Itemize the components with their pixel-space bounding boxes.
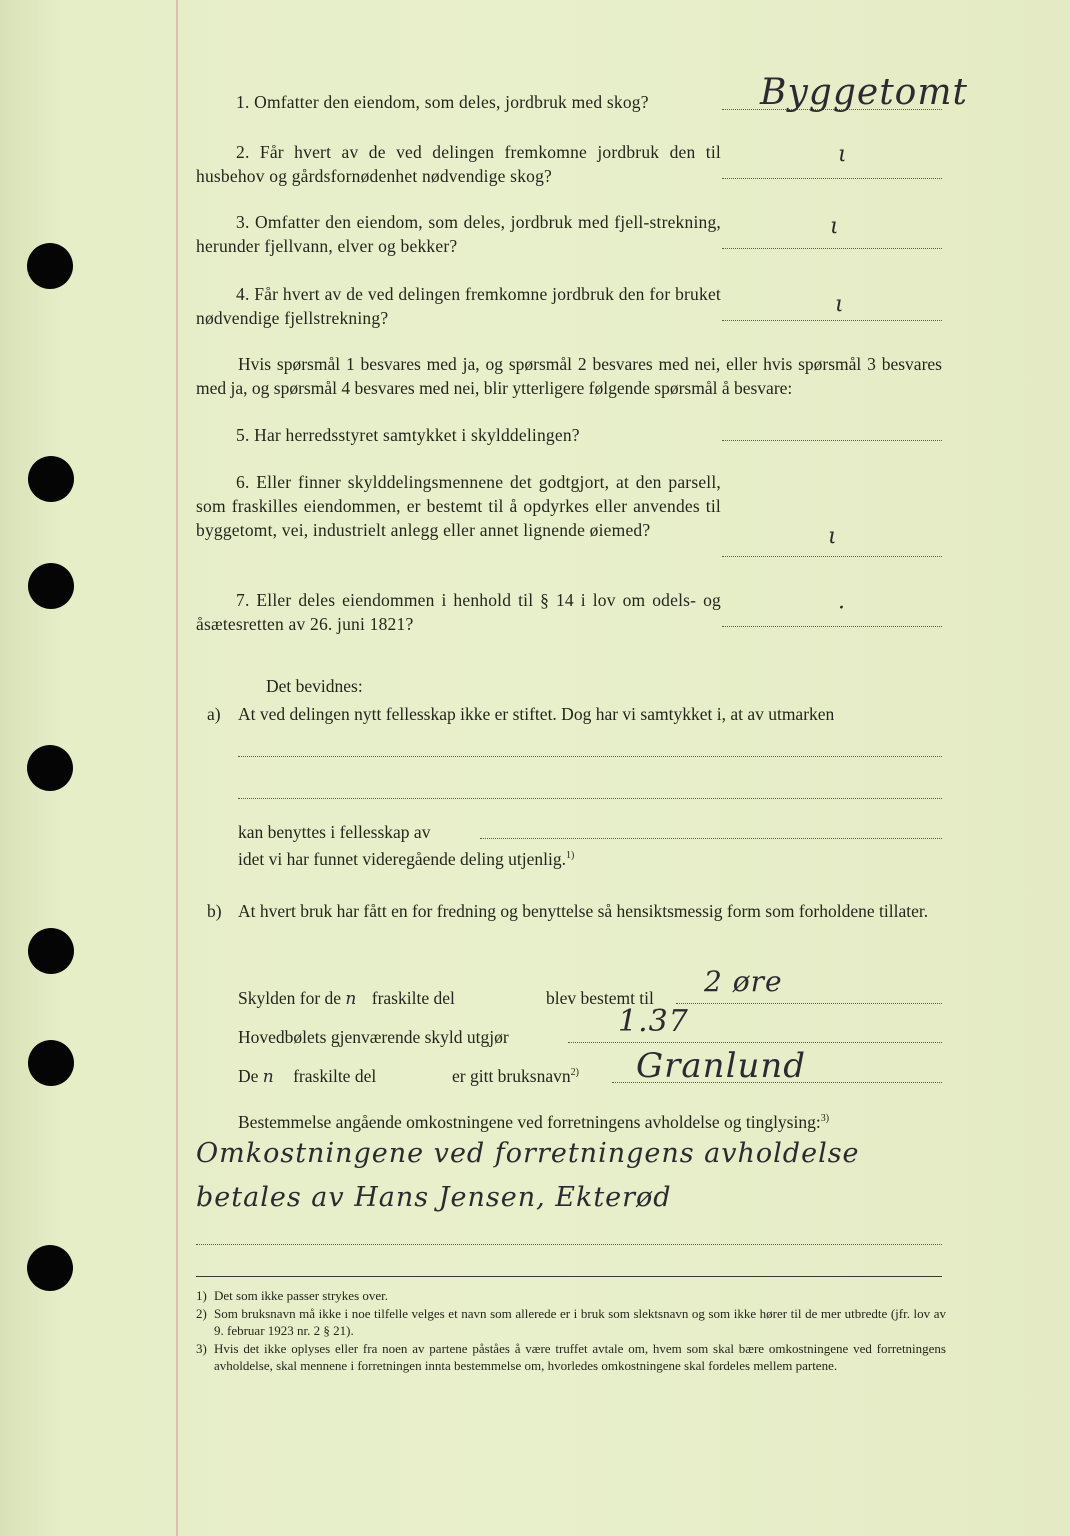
answer-7: ·	[838, 596, 846, 621]
hovedbol-label: Hovedbølets gjenværende skyld utgjør	[238, 1027, 509, 1047]
answer-4: ι	[835, 292, 845, 317]
answer-line-5	[722, 440, 942, 441]
binder-hole	[27, 1245, 73, 1291]
bruksnavn-prefix: De n fraskilte del	[238, 1066, 377, 1087]
fellesskap-label: kan benyttes i fellesskap av	[238, 822, 431, 842]
bruksnavn-value: Granlund	[636, 1046, 807, 1086]
bevidnes-heading: Det bevidnes:	[266, 676, 363, 696]
footnote: 1) Det som ikke passer strykes over.	[196, 1288, 389, 1303]
omkostning-label: Bestemmelse angående omkostningene ved forretningens avholdelse og tinglysing:$^{3)}$	[238, 1112, 830, 1132]
footnote: 3) Hvis det ikke oplyses eller fra noen av partene påståes å være truffet avtale om, hvem som skal bære omkostningene ved forretningens avholdelse, skal mennene i forretningen innta bestemmelse om, hvorledes omkostningene skal fordeles mellem partene.	[196, 1340, 946, 1373]
answer-1: Byggetomt	[760, 72, 968, 113]
answer-line-3	[722, 248, 942, 249]
question-4: 4. Får hvert av de ved delingen fremkomne jordbruk den for bruket nødvendige fjellstrekning?	[196, 284, 721, 328]
answer-line-2	[722, 178, 942, 179]
answer-6: ι	[828, 524, 838, 549]
question-5: 5. Har herredsstyret samtykket i skylddelingen?	[236, 425, 580, 445]
question-1: 1. Omfatter den eiendom, som deles, jordbruk med skog?	[236, 92, 649, 112]
binder-hole	[28, 563, 74, 609]
answer-line-7	[722, 626, 942, 627]
omkostning-line-2: betales av Hans Jensen, Ekterød	[196, 1182, 672, 1213]
question-7: 7. Eller deles eiendommen i henhold til § 14 i lov om odels- og åsætesretten av 26. juni 1821?	[196, 590, 721, 634]
skyld-fraskilt: Skylden for de n fraskilte del	[238, 988, 455, 1009]
binder-hole	[28, 456, 74, 502]
skyld-bestemt-label: blev bestemt til	[546, 988, 654, 1008]
question-2: 2. Får hvert av de ved delingen fremkomne jordbruk den til husbehov og gårdsfornødenhet nødvendige skog?	[196, 142, 721, 186]
question-6: 6. Eller finner skylddelingsmennene det godtgjort, at den parsell, som fraskilles eiendommen, er bestemt til å opdyrkes eller anvendes til byggetomt, vei, industrielt anlegg eller annet lignende øiemed?	[196, 472, 721, 540]
blank-line	[196, 1244, 942, 1245]
item-b-label: b)	[207, 901, 222, 921]
question-3: 3. Omfatter den eiendom, som deles, jordbruk med fjell-strekning, herunder fjellvann, elver og bekker?	[196, 212, 721, 256]
footnote: 2) Som bruksnavn må ikke i noe tilfelle velges et navn som allerede er i bruk som slektsnavn og som ikke hører til de mer utbredte (jfr. lov av 9. februar 1923 nr. 2 § 21).	[196, 1305, 946, 1338]
footnotes	[196, 1287, 946, 1375]
omkostning-line-1: Omkostningene ved forretningens avholdelse	[196, 1138, 860, 1169]
blank-line	[238, 756, 942, 757]
answer-line-6	[722, 556, 942, 557]
binder-hole	[27, 243, 73, 289]
margin-rule	[176, 0, 178, 1536]
intro-paragraph: Hvis spørsmål 1 besvares med ja, og spørsmål 2 besvares med nei, eller hvis spørsmål 3 besvares med ja, og spørsmål 4 besvares med nei, blir ytterligere følgende spørsmål å besvare:	[196, 354, 942, 398]
hovedbol-value: 1.37	[618, 1004, 689, 1039]
binder-hole	[28, 928, 74, 974]
item-a-label: a)	[207, 704, 221, 724]
item-b-text: At hvert bruk har fått en for fredning og benyttelse så hensiktsmessig form som forholdene tillater.	[238, 901, 929, 921]
item-a-text: At ved delingen nytt fellesskap ikke er stiftet. Dog har vi samtykket i, at av utmarken	[238, 704, 835, 724]
blank-line	[238, 798, 942, 799]
answer-3: ι	[830, 214, 840, 239]
binder-hole	[27, 745, 73, 791]
fellesskap-line	[480, 838, 942, 839]
answer-line-4	[722, 320, 942, 321]
skyld-bestemt-value: 2 øre	[704, 965, 783, 998]
skyld-bestemt-line	[676, 1003, 942, 1004]
bruksnavn-label: er gitt bruksnavn$^{2)}$	[452, 1066, 579, 1086]
answer-2: ι	[838, 142, 848, 167]
footnote-divider	[196, 1276, 942, 1277]
binder-hole	[28, 1040, 74, 1086]
hovedbol-line	[568, 1042, 942, 1043]
utjenlig-text: idet vi har funnet videregående deling utjenlig.$^{1)}$	[238, 849, 575, 869]
